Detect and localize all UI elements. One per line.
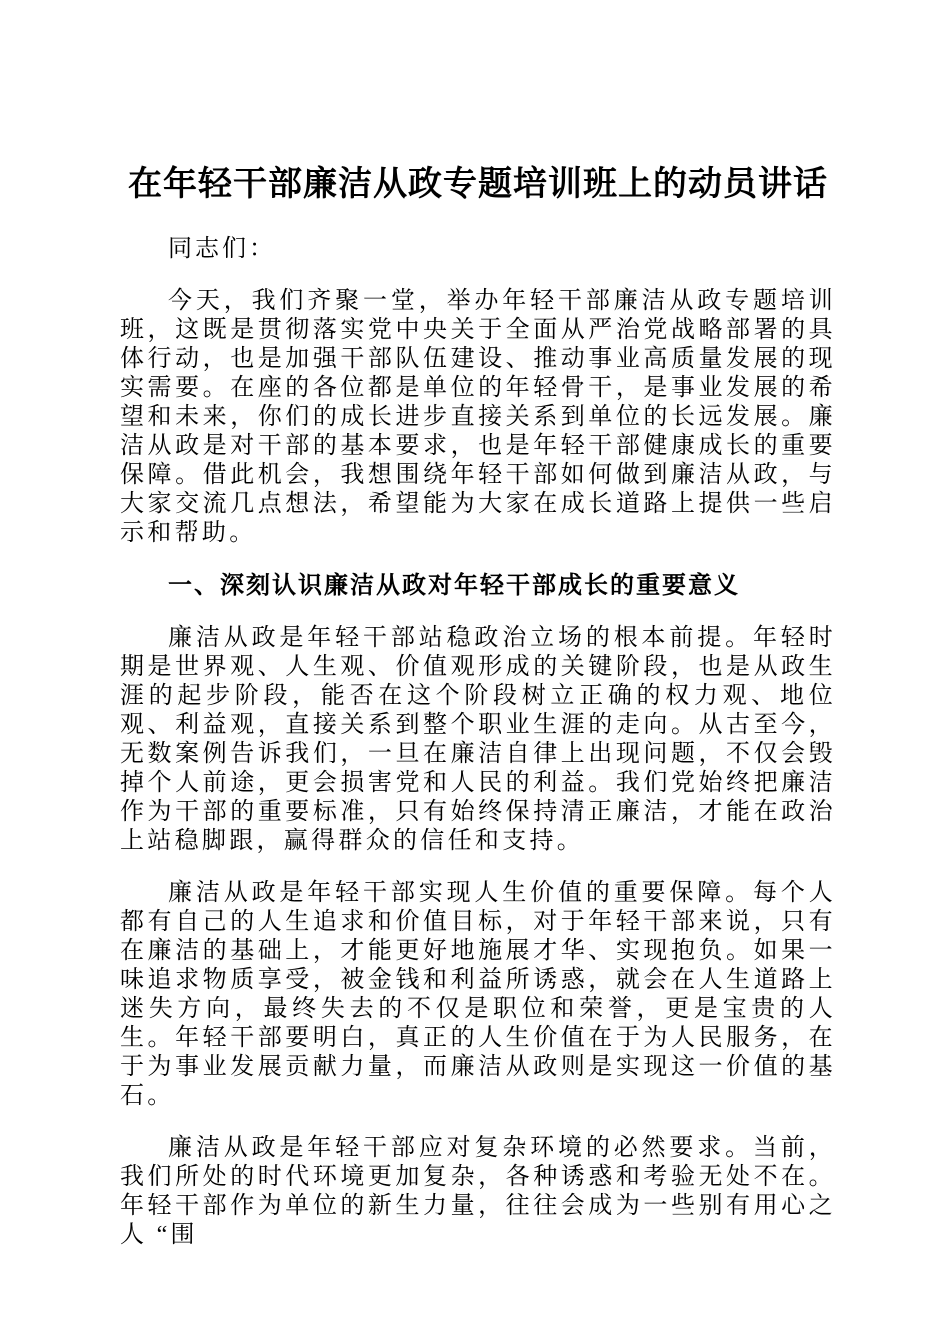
document-title: 在年轻干部廉洁从政专题培训班上的动员讲话 [128, 166, 828, 203]
salutation: 同志们： [168, 236, 276, 262]
section-1-paragraph-1: 廉洁从政是年轻干部站稳政治立场的根本前提。年轻时期是世界观、人生观、价值观形成的关键阶段，也是从政生涯的起步阶段，能否在这个阶段树立正确的权力观、地位观、利益观，直接关系到整个职业生涯的走向。从古至今，无数案例告诉我们，一旦在廉洁自律上出现问题，不仅会毁掉个人前途，更会损害党和人民的利益。我们党始终把廉洁作为干部的重要标准，只有始终保持清正廉洁，才能在政治上站稳脚跟，赢得群众的信任和支持。 [120, 625, 836, 854]
section-1-paragraph-3: 廉洁从政是年轻干部应对复杂环境的必然要求。当前，我们所处的时代环境更加复杂，各种诱惑和考验无处不在。年轻干部作为单位的新生力量，往往会成为一些别有用心之人 “围 [120, 1135, 836, 1248]
section-1-heading: 一、深刻认识廉洁从政对年轻干部成长的重要意义 [168, 573, 740, 599]
section-1-paragraph-2: 廉洁从政是年轻干部实现人生价值的重要保障。每个人都有自己的人生追求和价值目标，对于年轻干部来说，只有在廉洁的基础上，才能更好地施展才华、实现抱负。如果一味追求物质享受，被金钱和利益所诱惑，就会在人生道路上迷失方向，最终失去的不仅是职位和荣誉，更是宝贵的人生。年轻干部要明白，真正的人生价值在于为人民服务，在于为事业发展贡献力量，而廉洁从政则是实现这一价值的基石。 [120, 880, 836, 1109]
opening-paragraph: 今天，我们齐聚一堂，举办年轻干部廉洁从政专题培训班，这既是贯彻落实党中央关于全面从严治党战略部署的具体行动，也是加强干部队伍建设、推动事业高质量发展的现实需要。在座的各位都是单位的年轻骨干，是事业发展的希望和未来，你们的成长进步直接关系到单位的长远发展。廉洁从政是对干部的基本要求，也是年轻干部健康成长的重要保障。借此机会，我想围绕年轻干部如何做到廉洁从政，与大家交流几点想法，希望能为大家在成长道路上提供一些启示和帮助。 [120, 288, 836, 546]
